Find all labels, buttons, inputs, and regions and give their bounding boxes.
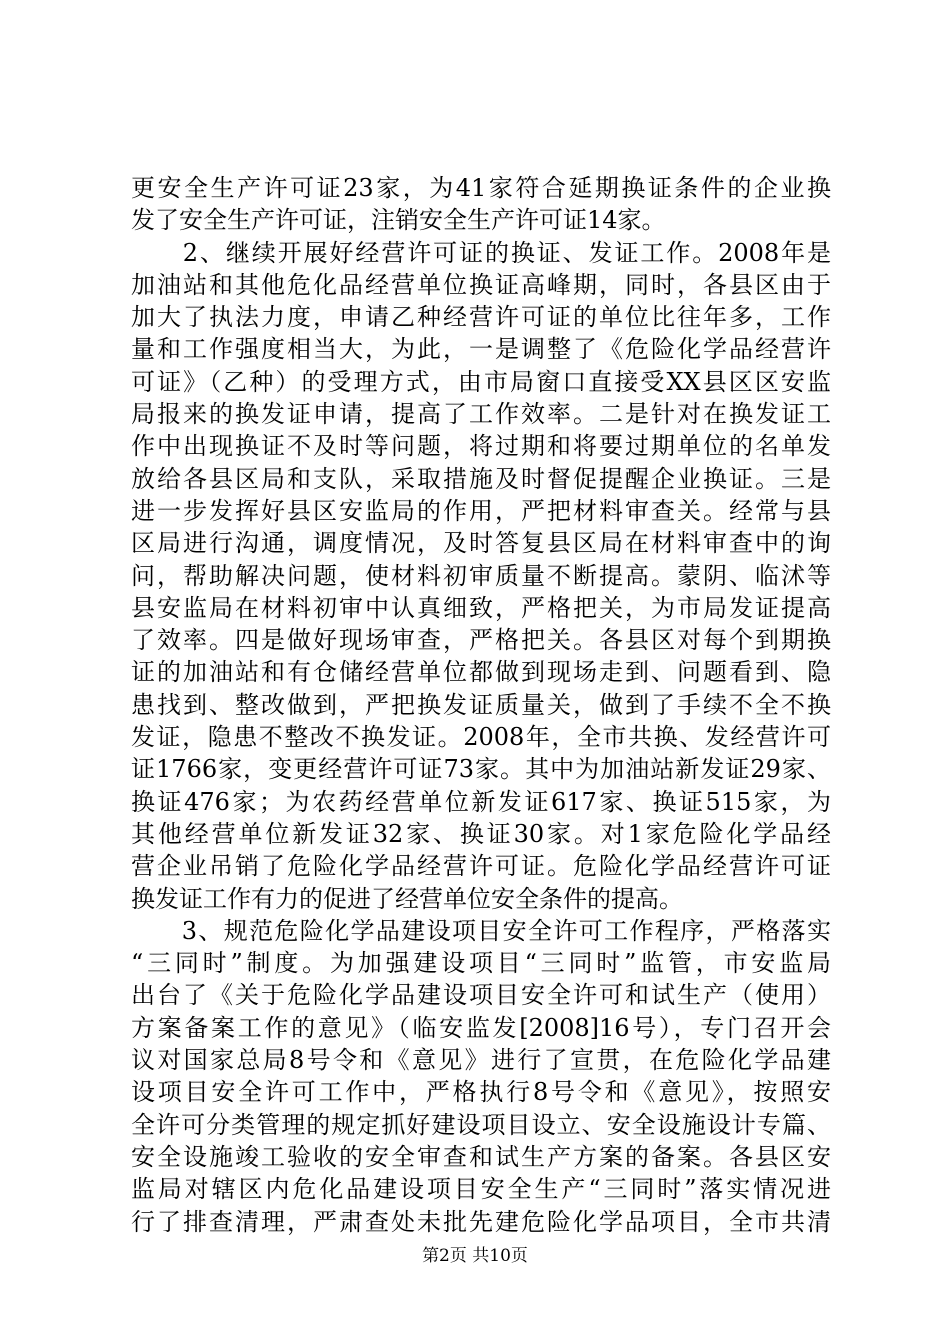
text-line: 设项目安全许可工作中，严格执行8号令和《意见》，按照安 — [131, 1078, 831, 1107]
text-line: 作中出现换证不及时等问题，将过期和将要过期单位的名单发 — [131, 432, 831, 461]
text-line: 安全设施竣工验收的安全审查和试生产方案的备案。各县区安 — [131, 1142, 831, 1171]
text-line: 监局对辖区内危化品建设项目安全生产“三同时”落实情况进 — [131, 1175, 831, 1204]
text-line: 了效率。四是做好现场审查，严格把关。各县区对每个到期换 — [131, 626, 831, 655]
text-line: 加油站和其他危化品经营单位换证高峰期，同时，各县区由于 — [131, 270, 831, 299]
text-line: 进一步发挥好县区安监局的作用，严把材料审查关。经常与县 — [131, 496, 831, 525]
text-line: 全许可分类管理的规定抓好建设项目设立、安全设施设计专篇、 — [131, 1110, 831, 1139]
text-line: 3、规范危险化学品建设项目安全许可工作程序，严格落实 — [131, 916, 831, 945]
text-line: 其他经营单位新发证32家、换证30家。对1家危险化学品经 — [131, 819, 831, 848]
text-line: 换发证工作有力的促进了经营单位安全条件的提高。 — [131, 884, 683, 913]
text-line: 区局进行沟通，调度情况，及时答复县区局在材料审查中的询 — [131, 529, 831, 558]
text-line: 县安监局在材料初审中认真细致，严格把关，为市局发证提高 — [131, 593, 831, 622]
text-line: 出台了《关于危险化学品建设项目安全许可和试生产（使用） — [131, 981, 831, 1010]
text-line: 局报来的换发证申请，提高了工作效率。二是针对在换发证工 — [131, 400, 831, 429]
page-footer: 第2页 共10页 — [422, 1246, 528, 1266]
text-line: 放给各县区局和支队，采取措施及时督促提醒企业换证。三是 — [131, 464, 831, 493]
body-text — [131, 172, 831, 1238]
text-line: 行了排查清理，严肃查处未批先建危险化学品项目，全市共清 — [131, 1207, 831, 1236]
text-line: 患找到、整改做到，严把换发证质量关，做到了手续不全不换 — [131, 690, 831, 719]
text-line: 2、继续开展好经营许可证的换证、发证工作。2008年是 — [131, 238, 831, 267]
text-line: 量和工作强度相当大，为此，一是调整了《危险化学品经营许 — [131, 335, 831, 364]
text-line: 发了安全生产许可证，注销安全生产许可证14家。 — [131, 206, 666, 235]
text-line: 加大了执法力度，申请乙种经营许可证的单位比往年多，工作 — [131, 303, 831, 332]
text-line: 营企业吊销了危险化学品经营许可证。危险化学品经营许可证 — [131, 852, 831, 881]
text-line: 更安全生产许可证23家，为41家符合延期换证条件的企业换 — [131, 174, 831, 202]
text-line: 换证476家；为农药经营单位新发证617家、换证515家，为 — [131, 787, 831, 816]
text-line: 可证》（乙种）的受理方式，由市局窗口直接受XX县区区安监 — [131, 367, 831, 396]
text-line: 方案备案工作的意见》（临安监发[2008]16号），专门召开会 — [131, 1013, 831, 1042]
text-line: 证的加油站和有仓储经营单位都做到现场走到、问题看到、隐 — [131, 658, 831, 687]
text-line: 议对国家总局8号令和《意见》进行了宣贯，在危险化学品建 — [131, 1046, 831, 1075]
text-line: 发证，隐患不整改不换发证。2008年，全市共换、发经营许可 — [131, 723, 831, 752]
text-line: 问，帮助解决问题，使材料初审质量不断提高。蒙阴、临沭等 — [131, 561, 831, 590]
text-line: “三同时”制度。为加强建设项目“三同时”监管，市安监局 — [131, 949, 831, 978]
text-line: 证1766家，变更经营许可证73家。其中为加油站新发证29家、 — [131, 755, 831, 784]
